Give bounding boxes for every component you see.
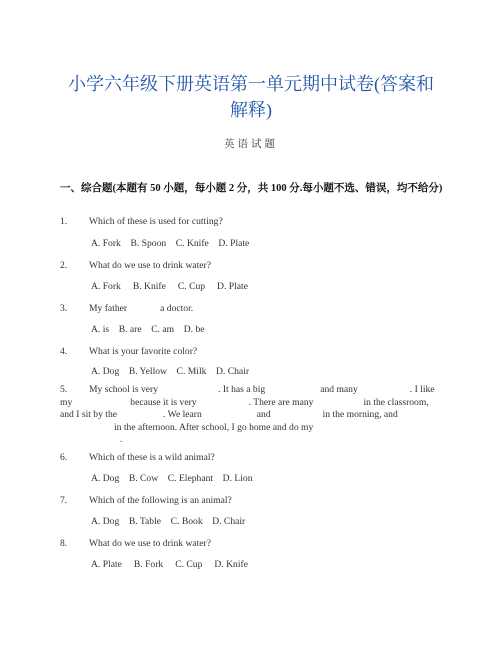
question-7 xyxy=(60,495,445,507)
passage-text: . It has a big xyxy=(218,384,266,395)
document-subtitle: 英语试题 xyxy=(224,139,278,150)
question-8-options: A. Plate B. Fork C. Cup D. Knife xyxy=(91,559,248,570)
question-number: 6. xyxy=(60,452,68,463)
question-number: 1. xyxy=(60,216,68,227)
question-number: 7. xyxy=(60,495,68,506)
question-number: 2. xyxy=(60,260,68,271)
question-text-after: a doctor. xyxy=(160,303,194,314)
question-3 xyxy=(60,303,445,315)
passage-text: . There are many xyxy=(248,396,314,408)
section-heading: 一、综合题(本题有 50 小题，每小题 2 分，共 100 分.每小题不选、错误，均不给分) xyxy=(60,183,443,194)
passage-text: . xyxy=(120,434,123,445)
question-2 xyxy=(60,260,445,272)
passage-text: in the classroom, and I sit by the xyxy=(60,396,429,420)
document-title: 小学六年级下册英语第一单元期中试卷(答案和解释) xyxy=(68,74,434,120)
question-1 xyxy=(60,216,445,228)
question-text: My father xyxy=(89,303,128,314)
question-6-options: A. Dog B. Cow C. Elephant D. Lion xyxy=(91,473,253,484)
passage-text: because it is very xyxy=(130,396,197,408)
passage-text: . I like my xyxy=(60,384,435,408)
question-2-options: A. Fork B. Knife C. Cup D. Plate xyxy=(91,281,248,292)
question-number: 8. xyxy=(60,538,68,549)
question-text: Which of these is a wild animal? xyxy=(89,452,215,463)
question-text: What is your favorite color? xyxy=(89,346,198,357)
passage-text: in the morning, and xyxy=(322,409,398,420)
passage-text: and many xyxy=(320,384,358,395)
passage-text: and xyxy=(256,409,271,420)
question-4 xyxy=(60,346,445,358)
question-1-options: A. Fork B. Spoon C. Knife D. Plate xyxy=(91,238,250,249)
question-text: Which of these is used for cutting? xyxy=(89,216,223,227)
question-number: 3. xyxy=(60,303,68,314)
question-number: 5. xyxy=(60,384,68,395)
question-6 xyxy=(60,452,445,464)
question-8 xyxy=(60,538,445,550)
passage-text: My school is very xyxy=(89,384,159,395)
question-3-options: A. is B. are C. am D. be xyxy=(91,324,205,335)
passage-text: . We learn xyxy=(163,409,202,420)
question-7-options: A. Dog B. Table C. Book D. Chair xyxy=(91,516,246,527)
question-text: Which of the following is an animal? xyxy=(89,495,232,506)
question-number: 4. xyxy=(60,346,68,357)
question-4-options: A. Dog B. Yellow C. Milk D. Chair xyxy=(91,366,250,377)
passage-text: in the afternoon. After school, I go home and do my xyxy=(114,421,314,433)
question-text: What do we use to drink water? xyxy=(89,538,212,549)
question-text: What do we use to drink water? xyxy=(89,260,212,271)
question-5-paragraph xyxy=(60,384,442,447)
